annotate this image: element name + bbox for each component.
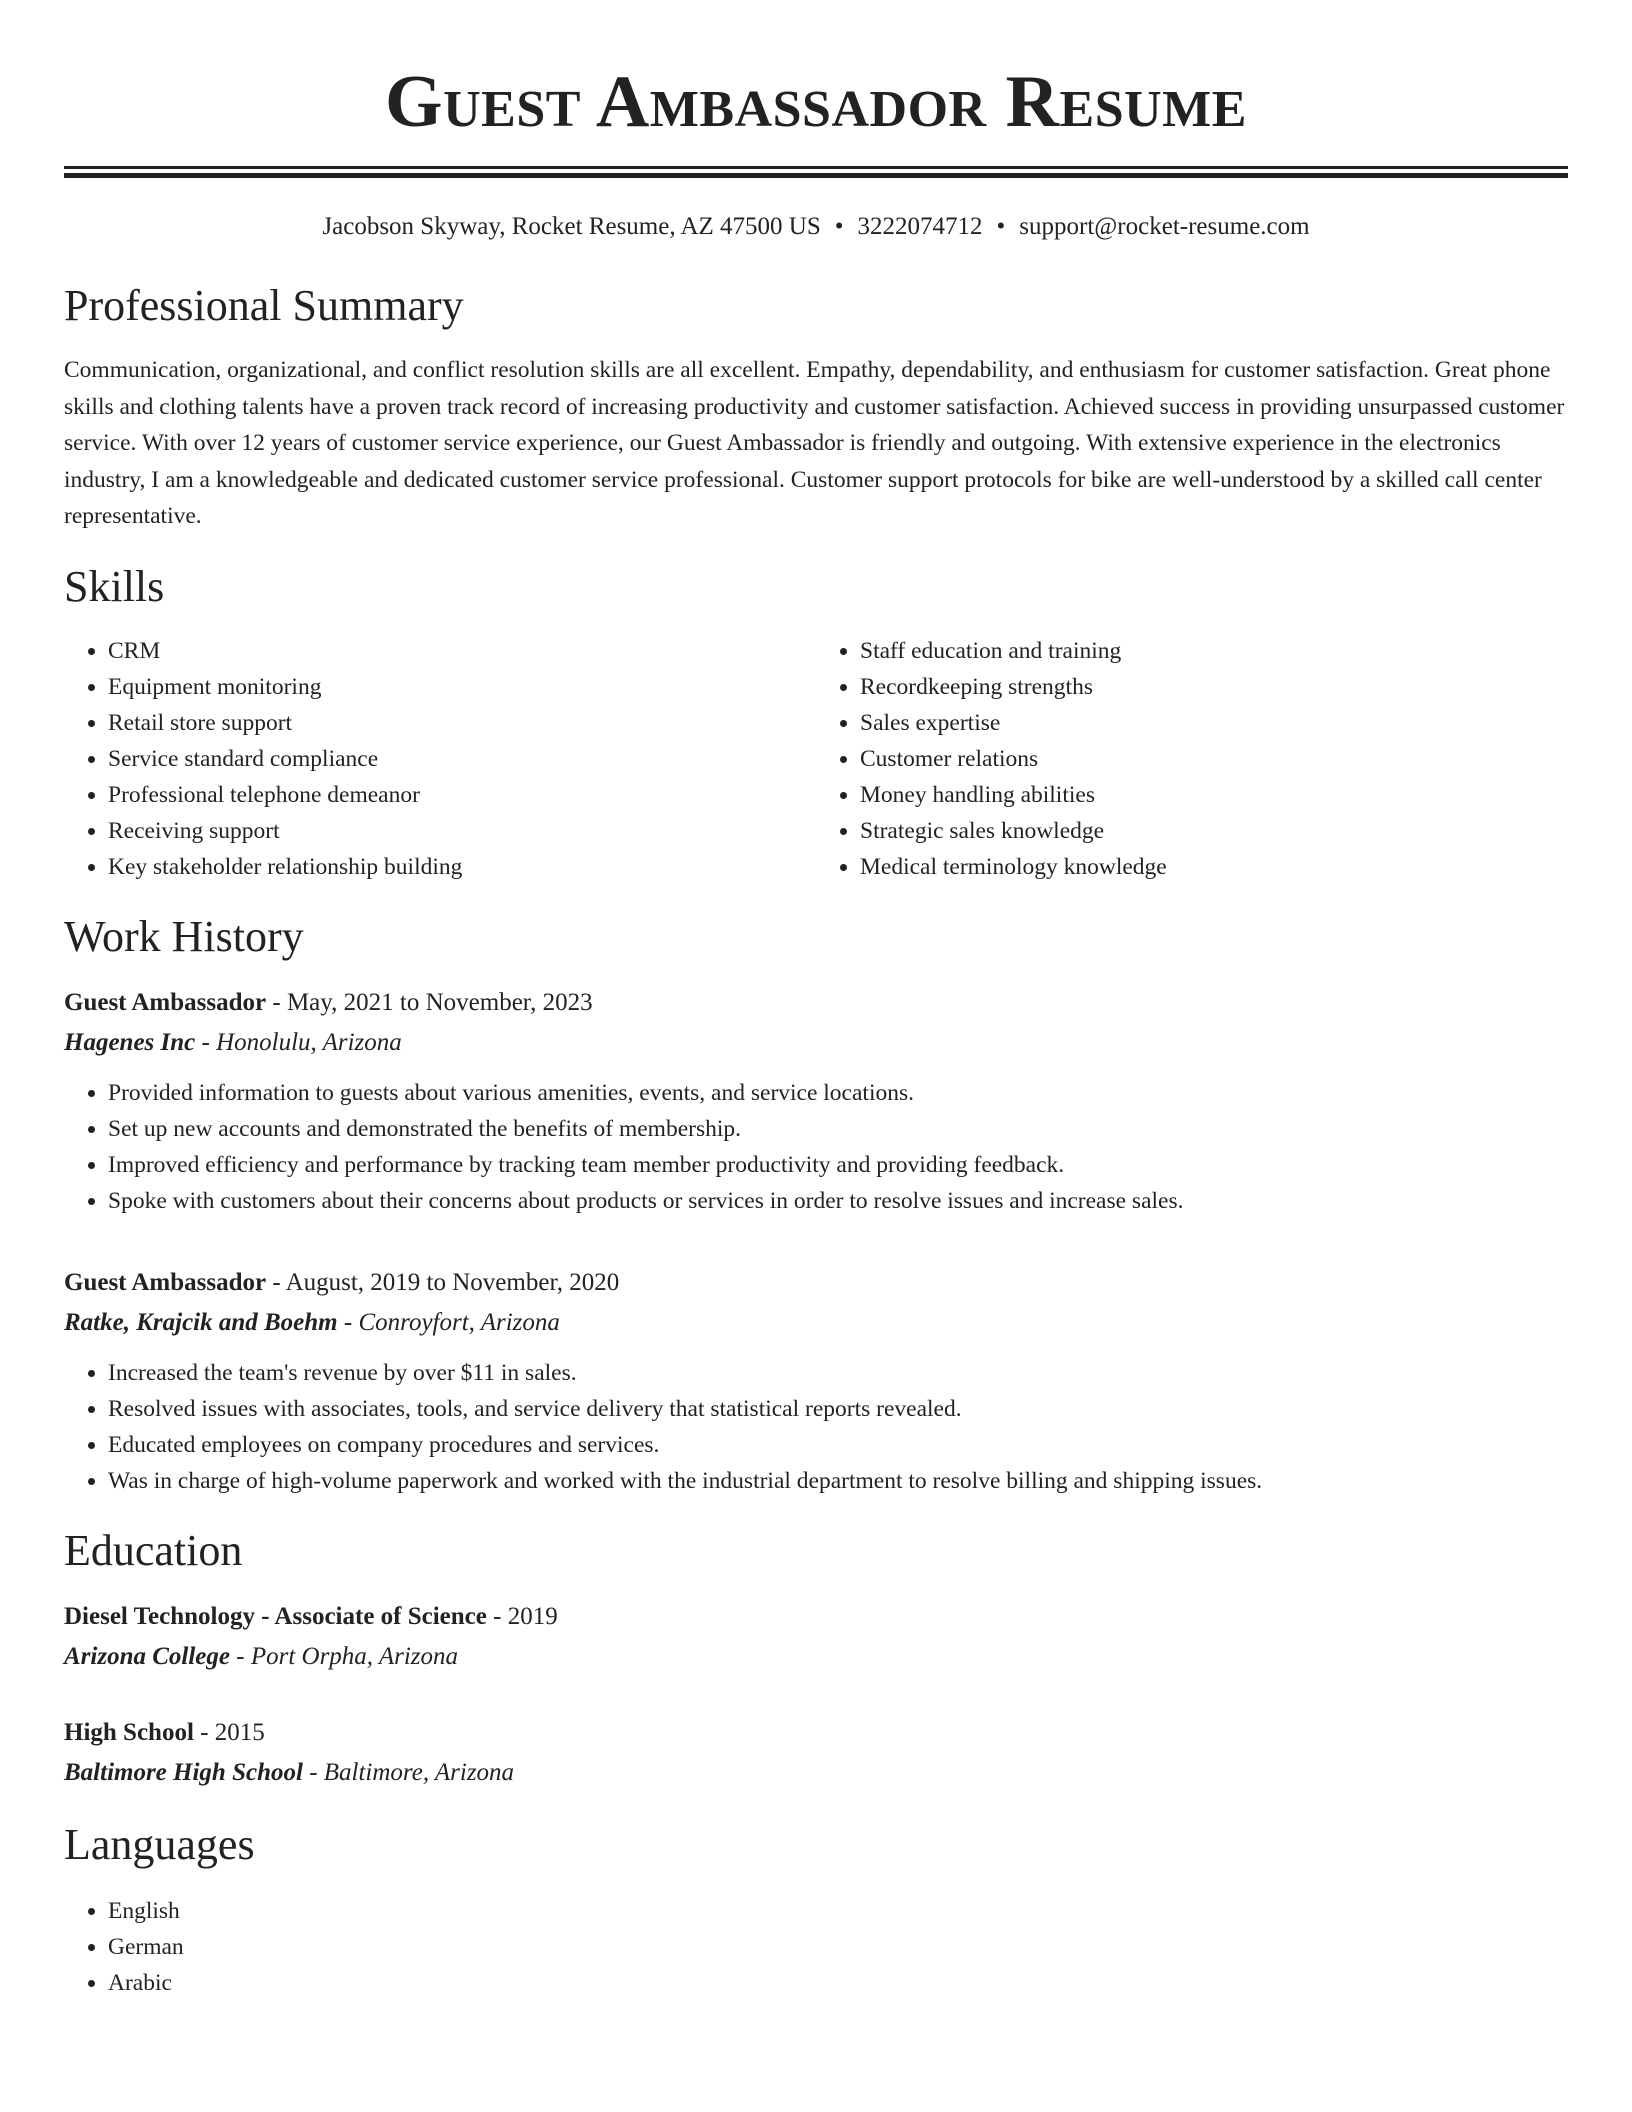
job-bullets: [64, 1075, 1568, 1219]
job-dates: - May, 2021 to November, 2023: [266, 988, 593, 1016]
contact-separator: •: [834, 213, 844, 240]
job-bullet: • Educated employees on company procedures and services.: [108, 1427, 1568, 1463]
education-degree: Diesel Technology - Associate of Science: [64, 1602, 487, 1630]
language-item: • Arabic: [108, 1965, 1568, 2001]
skill-item: • CRM: [108, 633, 816, 669]
skill-item: • Strategic sales knowledge: [860, 813, 1568, 849]
education-year: - 2019: [486, 1602, 558, 1630]
education-degree-line: [64, 1713, 1568, 1753]
education-school: Baltimore High School: [64, 1758, 303, 1786]
skill-item: • Money handling abilities: [860, 777, 1568, 813]
education-school-line: [64, 1753, 1568, 1793]
job-bullet: • Improved efficiency and performance by tracking team member productivity and providing feedback.: [108, 1147, 1568, 1183]
education-degree: High School: [64, 1718, 194, 1746]
job-entry: [64, 1263, 1568, 1499]
job-company: Ratke, Krajcik and Boehm: [64, 1308, 338, 1336]
contact-email: support@rocket-resume.com: [1019, 213, 1310, 240]
job-entry: [64, 983, 1568, 1219]
contact-separator: •: [996, 213, 1006, 240]
job-bullet: • Was in charge of high-volume paperwork and worked with the industrial department to resolve billing and shipping issues.: [108, 1463, 1568, 1499]
skill-item: • Professional telephone demeanor: [108, 777, 816, 813]
work-history-heading: Work History: [64, 911, 304, 961]
education-school: Arizona College: [64, 1642, 230, 1670]
education-degree-line: [64, 1597, 1568, 1637]
job-title: Guest Ambassador: [64, 988, 267, 1016]
job-bullet: • Spoke with customers about their concerns about products or services in order to resolve issues and increase sales.: [108, 1183, 1568, 1219]
title-divider: [64, 166, 1568, 178]
contact-phone: 3222074712: [857, 213, 983, 240]
skill-item: • Customer relations: [860, 741, 1568, 777]
job-company: Hagenes Inc: [64, 1028, 196, 1056]
education-location: - Baltimore, Arizona: [302, 1758, 515, 1786]
job-bullets: [64, 1355, 1568, 1499]
job-company-line: [64, 1023, 1568, 1063]
skills-heading: Skills: [64, 561, 165, 611]
contact-line: [64, 212, 1568, 242]
job-bullet: • Provided information to guests about various amenities, events, and service locations.: [108, 1075, 1568, 1111]
languages-heading: Languages: [64, 1819, 255, 1869]
skills-columns: [64, 633, 1568, 885]
skill-item: • Service standard compliance: [108, 741, 816, 777]
summary-heading: Professional Summary: [64, 281, 464, 330]
resume-title: Guest Ambassador Resume: [385, 61, 1247, 143]
education-heading: Education: [64, 1525, 243, 1575]
skill-item: • Staff education and training: [860, 633, 1568, 669]
skills-list-right: [816, 633, 1568, 885]
job-company-line: [64, 1303, 1568, 1343]
job-bullet: • Resolved issues with associates, tools, and service delivery that statistical reports revealed.: [108, 1391, 1568, 1427]
job-location: - Honolulu, Arizona: [195, 1028, 402, 1056]
skill-item: • Key stakeholder relationship building: [108, 849, 816, 885]
job-title-line: [64, 1263, 1568, 1303]
language-item: • English: [108, 1893, 1568, 1929]
language-item: • German: [108, 1929, 1568, 1965]
education-year: - 2015: [193, 1718, 265, 1746]
summary-text: Communication, organizational, and conflict resolution skills are all excellent. Empathy, dependability, and enthusiasm for customer satisfaction. Great phone skills and clothing talents have a proven track record of increasing productivity and customer satisfaction. Achieved success in providing unsurpassed customer service. With over 12 years of customer service experience, our Guest Ambassador is friendly and outgoing. With extensive experience in the electronics industry, I am a knowledgeable and dedicated customer service professional. Customer support protocols for bike are well-understood by a skilled call center representative.: [64, 357, 1565, 529]
skill-item: • Equipment monitoring: [108, 669, 816, 705]
skill-item: • Retail store support: [108, 705, 816, 741]
job-title: Guest Ambassador: [64, 1268, 267, 1296]
skills-list-left: [64, 633, 816, 885]
job-bullet: • Increased the team's revenue by over $11 in sales.: [108, 1355, 1568, 1391]
contact-address: Jacobson Skyway, Rocket Resume, AZ 47500 US: [322, 213, 821, 240]
job-title-line: [64, 983, 1568, 1023]
skill-item: • Recordkeeping strengths: [860, 669, 1568, 705]
skill-item: • Receiving support: [108, 813, 816, 849]
job-dates: - August, 2019 to November, 2020: [266, 1268, 620, 1296]
education-entry: [64, 1713, 1568, 1793]
skill-item: • Medical terminology knowledge: [860, 849, 1568, 885]
job-location: - Conroyfort, Arizona: [337, 1308, 560, 1336]
skill-item: • Sales expertise: [860, 705, 1568, 741]
education-location: - Port Orpha, Arizona: [230, 1642, 459, 1670]
job-bullet: • Set up new accounts and demonstrated the benefits of membership.: [108, 1111, 1568, 1147]
languages-list: [64, 1893, 1568, 2001]
education-school-line: [64, 1637, 1568, 1677]
education-entry: [64, 1597, 1568, 1677]
